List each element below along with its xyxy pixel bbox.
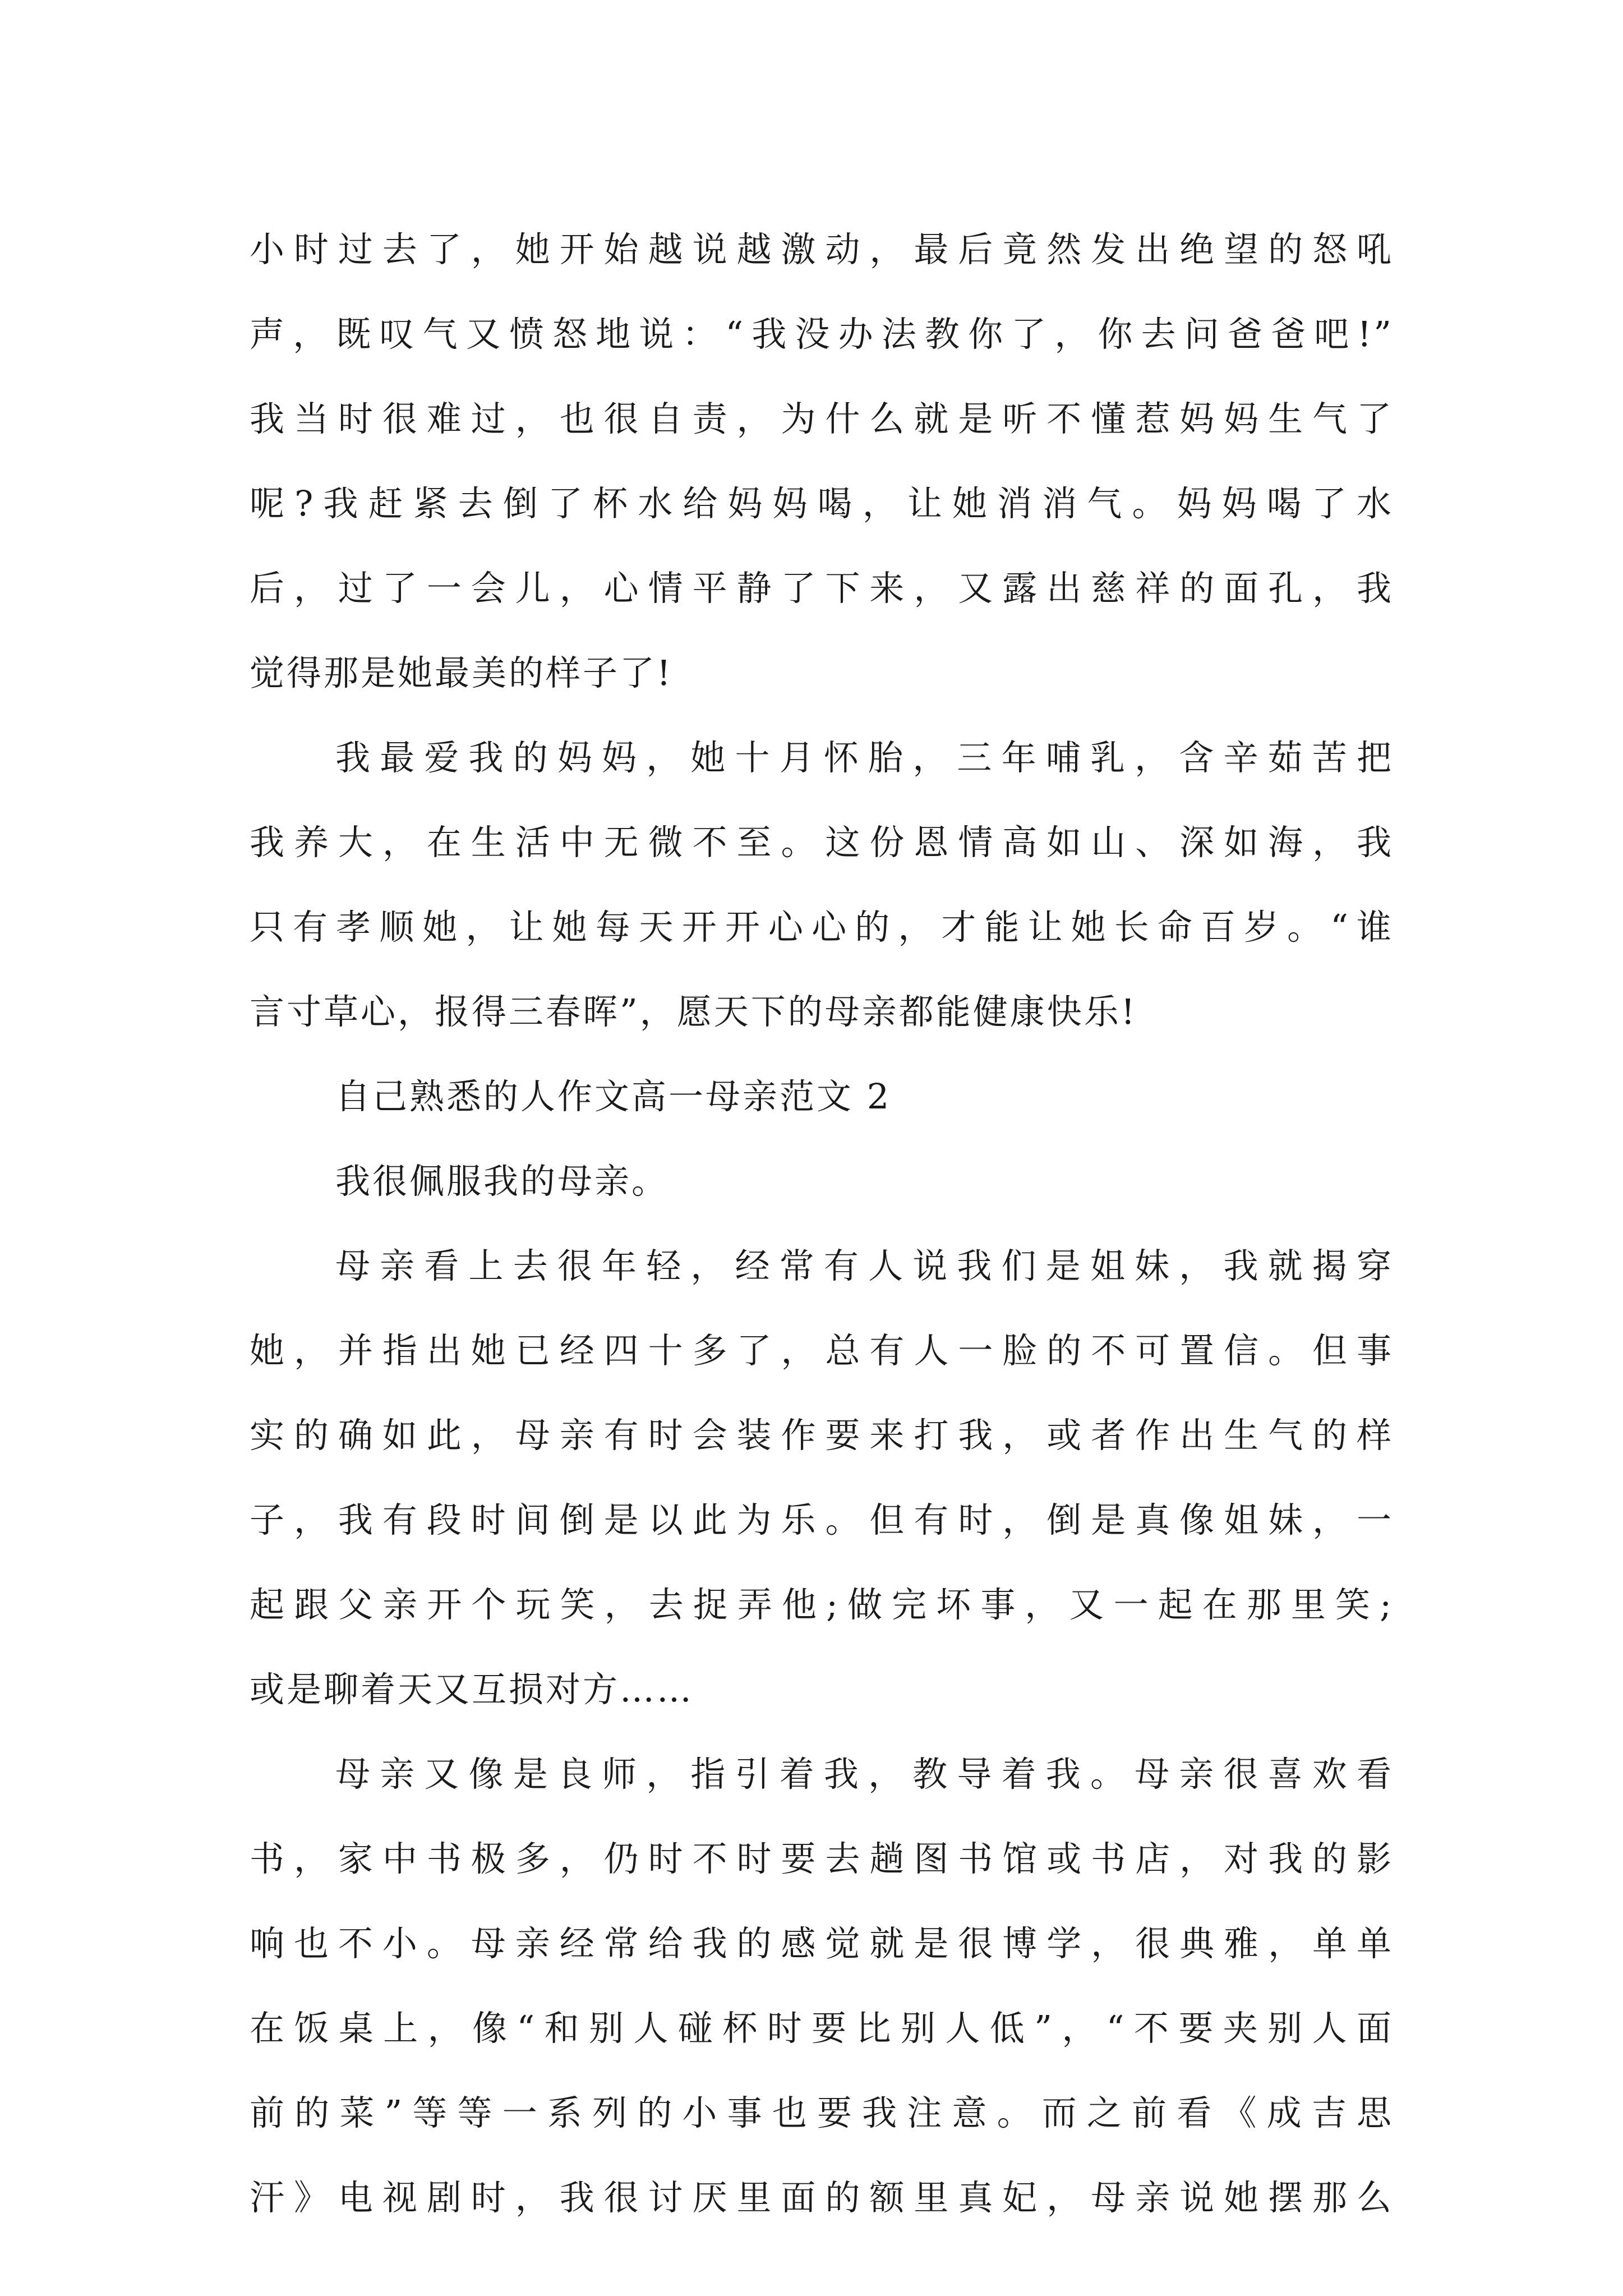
text-line: 书，家中书极多，仍时不时要去趟图书馆或书店，对我的影 bbox=[250, 1838, 1394, 1879]
text-line: 前的菜”等等一系列的小事也要我注意。而之前看《成吉思 bbox=[250, 2092, 1394, 2133]
text-line: 或是聊着天又互损对方…… bbox=[250, 1669, 694, 1710]
text-line: 汗》电视剧时，我很讨厌里面的额里真妃，母亲说她摆那么 bbox=[250, 2177, 1394, 2218]
text-line: 在饭桌上，像“和别人碰杯时要比别人低”，“不要夹别人面 bbox=[250, 2008, 1394, 2049]
text-line: 子，我有段时间倒是以此为乐。但有时，倒是真像姐妹，一 bbox=[250, 1499, 1394, 1540]
text-line: 母亲看上去很年轻，经常有人说我们是姐妹，我就揭穿 bbox=[335, 1245, 1394, 1286]
text-line: 呢?我赶紧去倒了杯水给妈妈喝，让她消消气。妈妈喝了水 bbox=[250, 483, 1394, 524]
text-line: 只有孝顺她，让她每天开开心心的，才能让她长命百岁。“谁 bbox=[250, 907, 1394, 947]
text-line: 声，既叹气又愤怒地说：“我没办法教你了，你去问爸爸吧!” bbox=[250, 314, 1394, 355]
text-line: 我很佩服我的母亲。 bbox=[335, 1161, 669, 1202]
text-line: 自己熟悉的人作文高一母亲范文 2 bbox=[335, 1076, 892, 1117]
text-line: 响也不小。母亲经常给我的感觉就是很博学，很典雅，单单 bbox=[250, 1923, 1394, 1964]
text-line: 后，过了一会儿，心情平静了下来，又露出慈祥的面孔，我 bbox=[250, 568, 1394, 609]
text-line: 我养大，在生活中无微不至。这份恩情高如山、深如海，我 bbox=[250, 822, 1394, 863]
text-line: 我当时很难过，也很自责，为什么就是听不懂惹妈妈生气了 bbox=[250, 398, 1394, 439]
text-line: 觉得那是她最美的样子了! bbox=[250, 652, 673, 693]
text-line: 起跟父亲开个玩笑，去捉弄他;做完坏事，又一起在那里笑; bbox=[250, 1584, 1394, 1625]
text-line: 小时过去了，她开始越说越激动，最后竟然发出绝望的怒吼 bbox=[250, 229, 1394, 270]
text-line: 母亲又像是良师，指引着我，教导着我。母亲很喜欢看 bbox=[335, 1754, 1394, 1795]
text-line: 实的确如此，母亲有时会装作要来打我，或者作出生气的样 bbox=[250, 1415, 1394, 1456]
text-line: 她，并指出她已经四十多了，总有人一脸的不可置信。但事 bbox=[250, 1330, 1394, 1371]
text-line: 言寸草心，报得三春晖”，愿天下的母亲都能健康快乐! bbox=[250, 991, 1137, 1032]
text-line: 我最爱我的妈妈，她十月怀胎，三年哺乳，含辛茹苦把 bbox=[335, 737, 1394, 778]
